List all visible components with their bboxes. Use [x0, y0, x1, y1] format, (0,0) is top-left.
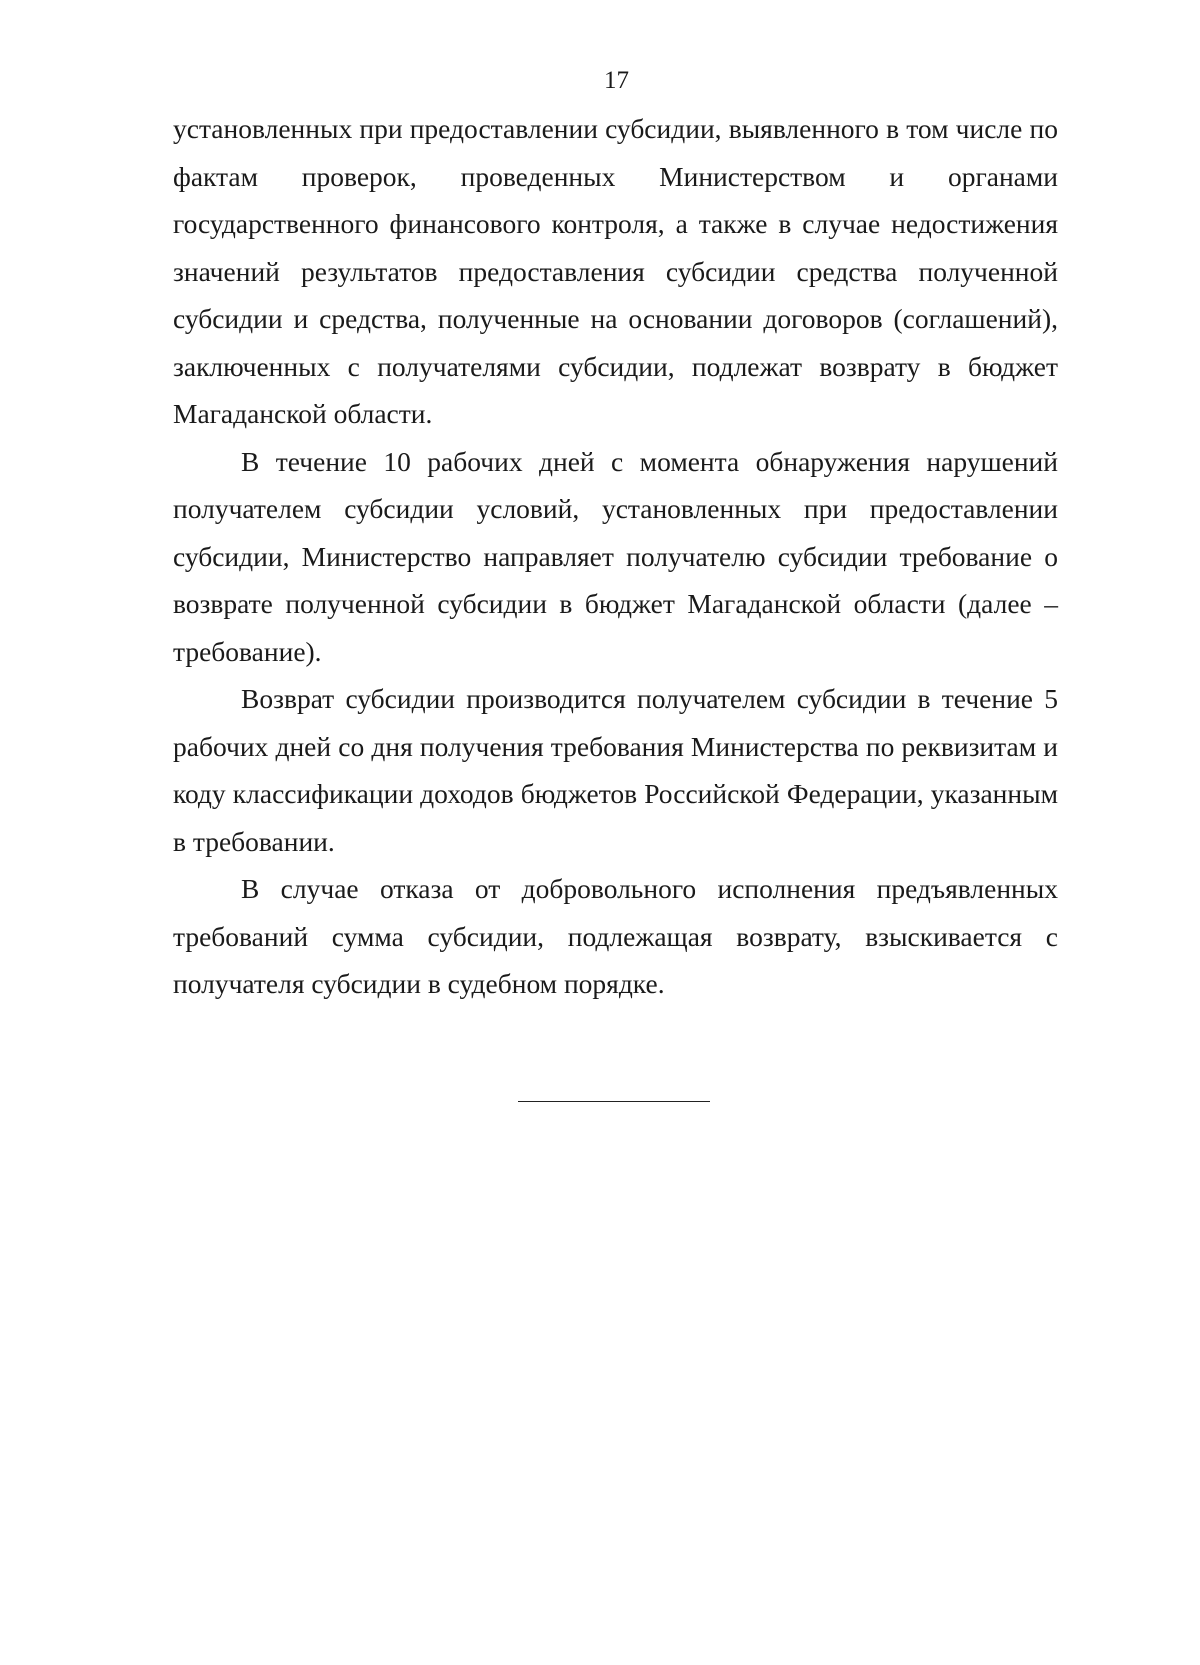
- page-number: 17: [604, 67, 629, 94]
- paragraph-return-notice: В течение 10 рабочих дней с момента обнаружения нарушений получателем субсидии условий, установленных при предоставлении субсидии, Министерство направляет получателю субсидии требование о возврате полученной субсидии в бюджет Магаданской области (далее – требование).: [173, 445, 1058, 667]
- document-body: [173, 105, 1058, 1008]
- end-divider-line: [518, 1101, 710, 1102]
- paragraph-court-recovery: В случае отказа от добровольного исполнения предъявленных требований сумма субсидии, подлежащая возврату, взыскивается с получателя субсидии в судебном порядке.: [173, 873, 1058, 999]
- paragraph-return-procedure: Возврат субсидии производится получателем субсидии в течение 5 рабочих дней со дня получения требования Министерства по реквизитам и коду классификации доходов бюджетов Российской Федерации, указанным в требовании.: [173, 683, 1058, 857]
- paragraph-continuation: установленных при предоставлении субсидии, выявленного в том числе по фактам проверок, проведенных Министерством и органами государственного финансового контроля, а также в случае недостижения значений результатов предоставления субсидии средства полученной субсидии и средства, полученные на основании договоров (соглашений), заключенных с получателями субсидии, подлежат возврату в бюджет Магаданской области.: [173, 113, 1058, 429]
